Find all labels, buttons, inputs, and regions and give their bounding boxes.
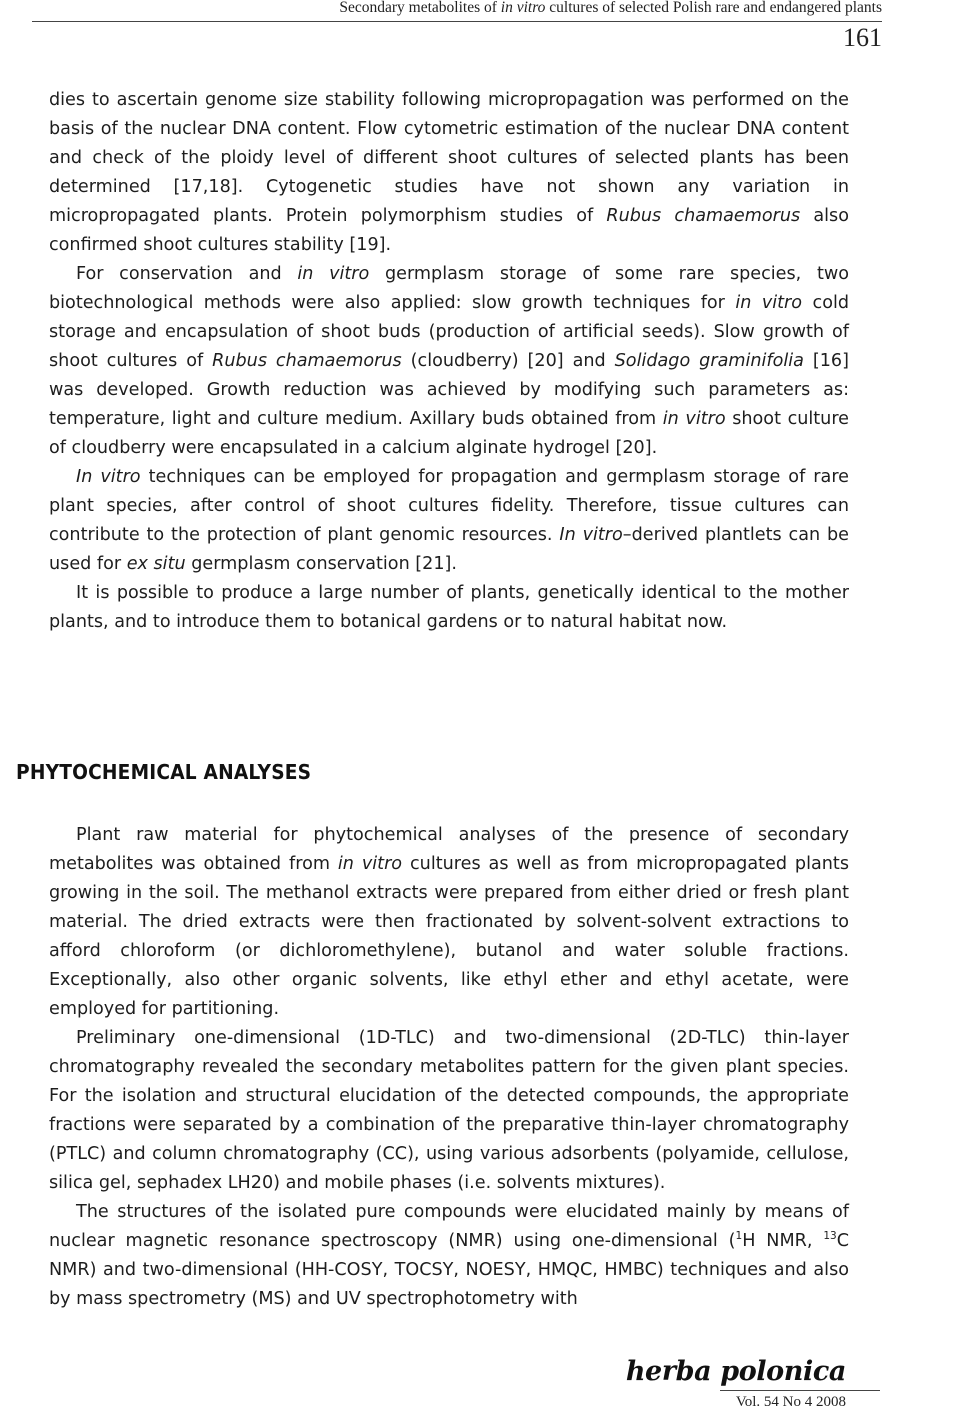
text-run: germplasm storage of some rare species, two biotechnological methods were also applied: slow growth techniques for [49,264,849,313]
text-run: It is possible to produce a large number of plants, genetically identical to the mother plants, and to introduce them to botanical gardens or to natural habitat now. [49,583,849,632]
text-run: germplasm conservation [21]. [185,554,458,574]
italic-text: Rubus chamaemorus [606,206,801,226]
italic-text: in vitro [662,409,726,429]
superscript-text: 1 [735,1230,743,1242]
text-run: cold storage and encapsulation of shoot buds (production of artificial seeds). Slow growth of shoot cultures of [49,293,850,371]
italic-text: In vitro [76,467,141,487]
paragraph [49,260,849,463]
text-run: C NMR) and two-dimensional (HH-COSY, TOCSY, NOESY, HMQC, HMBC) techniques and also by mass spectrometry (MS) and UV spectrophotometry with [49,1231,849,1309]
italic-text: in vitro [297,264,370,284]
running-header [22,0,882,18]
text-run: cultures as well as from micropropagated plants growing in the soil. The methanol extracts were prepared from either dried or fresh plant material. The dried extracts were then fractionated by solvent-solvent extractions to afford chloroform (or dichloromethylene), butanol and water soluble fractions. Exceptionally, also other organic solvents, like ethyl ether and ethyl acetate, were employed for partitioning. [49,854,849,1019]
paragraph [49,86,849,260]
text-run: (cloudberry) [20] and [401,351,615,371]
text-run: H NMR, [742,1231,824,1251]
text-run: Plant raw material for phytochemical analyses of the presence of secondary metabolites was obtained from [49,825,849,874]
text-run: also confirmed shoot cultures stability [19]. [49,206,849,255]
text-run: dies to ascertain genome size stability following micropropagation was performed on the basis of the nuclear DNA content. Flow cytometric estimation of the nuclear DNA content and check of the ploidy level of different shoot cultures of selected plants has been determined [17,18]. Cytogenetic studies have not shown any variation in micropropagated plants. Protein polymorphism studies of [49,90,849,226]
text-run: The structures of the isolated pure compounds were elucidated mainly by means of nuclear magnetic resonance spectroscopy (NMR) using one-dimensional ( [49,1202,849,1251]
paragraph [49,1024,849,1198]
paragraph [49,463,849,579]
body-text-top [49,86,849,637]
page-number: 161 [843,23,882,52]
text-run: shoot culture of cloudberry were encapsulated in a calcium alginate hydrogel [20]. [49,409,849,458]
paragraph [49,1198,849,1314]
text-run: techniques can be employed for propagation and germplasm storage of rare plant species, after control of shoot cultures fidelity. Therefore, tissue cultures can contribute to the protection of plant genomic resources. [49,467,849,545]
text-run: Preliminary one-dimensional (1D-TLC) and two-dimensional (2D-TLC) thin-layer chromatography revealed the secondary metabolites pattern for the given plant species. For the isolation and structural elucidation of the detected compounds, the appropriate fractions were separated by a combination of the preparative thin-layer chromatography (PTLC) and column chromatography (CC), using various adsorbents (polyamide, cellulose, silica gel, sephadex LH20) and mobile phases (i.e. solvents mixtures). [49,1028,849,1193]
section-heading: PHYTOCHEMICAL ANALYSES [16,760,312,784]
italic-text: In vitro [559,525,623,545]
italic-text: in vitro [735,293,803,313]
running-title-italic: in vitro [500,0,546,16]
superscript-text: 13 [823,1230,837,1242]
text-run: [16] was developed. Growth reduction was achieved by modifying such parameters as: temperature, light and culture medium. Axillary buds obtained from [49,351,849,429]
italic-text: Solidago graminifolia [614,351,804,371]
issue-info: Vol. 54 No 4 2008 [735,1394,846,1410]
running-title-start: Secondary metabolites of [339,0,501,16]
paragraph [49,821,849,1024]
italic-text: in vitro [337,854,403,874]
body-text-bottom [49,821,849,1314]
text-run: –derived plantlets can be used for [49,525,849,574]
italic-text: Rubus chamaemorus [212,351,402,371]
running-title-end: cultures of selected Polish rare and endangered plants [545,0,882,16]
text-run: For conservation and [76,264,298,284]
header-rule [32,21,882,22]
journal-logo: herba polonica [625,1356,846,1387]
italic-text: ex situ [126,554,186,574]
footer-rule [720,1390,880,1391]
paragraph [49,579,849,637]
